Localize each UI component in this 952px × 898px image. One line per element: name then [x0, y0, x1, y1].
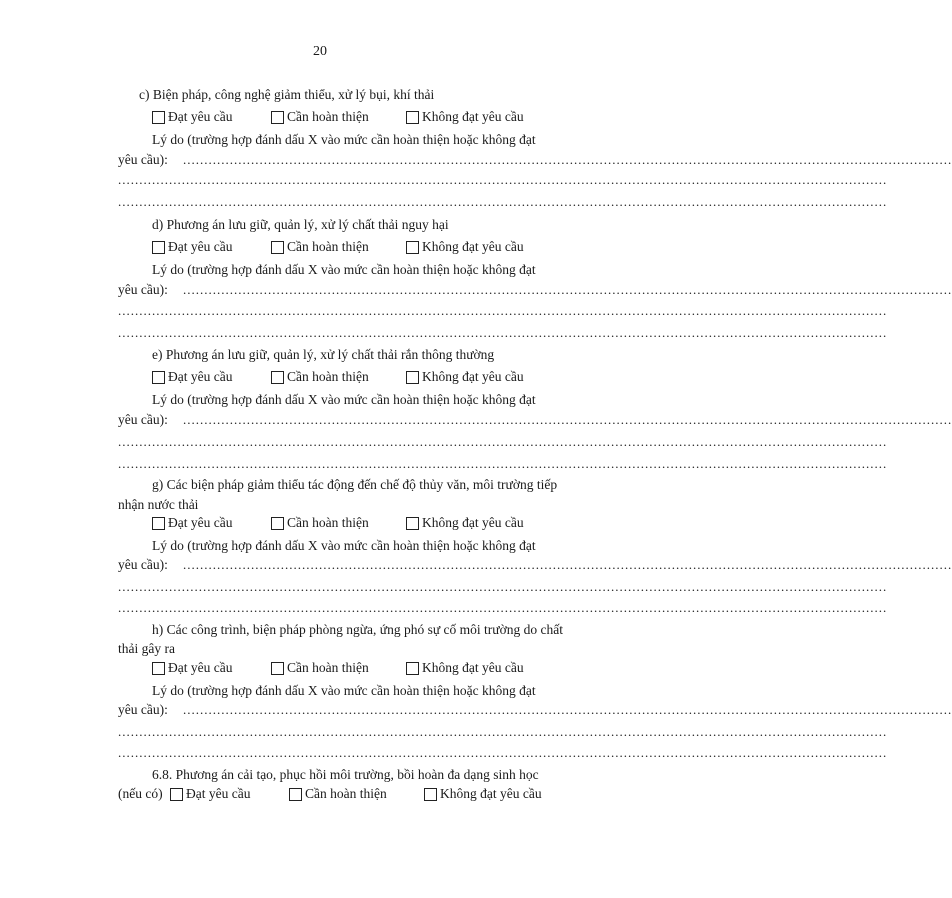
section-e-option-can-hoan-thien[interactable]: Cần hoàn thiện — [271, 368, 369, 386]
section-c-reason-field-3[interactable]: ..................................................................................................................................................................................... — [118, 194, 888, 209]
section-e-reason-field-3[interactable]: ..................................................................................................................................................................................... — [118, 456, 888, 471]
section-g-options — [152, 514, 572, 532]
checkbox-icon[interactable] — [424, 788, 437, 801]
section-h-option-khong-dat[interactable]: Không đạt yêu cầu — [406, 659, 524, 677]
section-6-8-options — [170, 785, 590, 803]
section-d-reason-label: Lý do (trường hợp đánh dấu X vào mức cần hoàn thiện hoặc không đạt — [152, 262, 536, 277]
section-6-8-title: 6.8. Phương án cải tạo, phục hồi môi trường, bồi hoàn đa dạng sinh học — [152, 767, 539, 782]
checkbox-icon[interactable] — [406, 662, 419, 675]
section-d-option-can-hoan-thien[interactable]: Cần hoàn thiện — [271, 238, 369, 256]
section-d-reason-field-2[interactable]: ..................................................................................................................................................................................... — [118, 303, 888, 318]
section-h-reason-field-1[interactable]: ..................................................................................................................................................................................... — [183, 702, 952, 717]
checkbox-icon[interactable] — [406, 111, 419, 124]
section-e-reason-field-1[interactable]: ..................................................................................................................................................................................... — [183, 412, 952, 427]
section-h-reason-field-2[interactable]: ..................................................................................................................................................................................... — [118, 724, 888, 739]
section-g-reason-field-2[interactable]: ..................................................................................................................................................................................... — [118, 579, 888, 594]
section-g-reason-label-2: yêu cầu): — [118, 557, 168, 572]
section-c-option-can-hoan-thien[interactable]: Cần hoàn thiện — [271, 108, 369, 126]
section-c-reason-field-1[interactable]: ..................................................................................................................................................................................... — [183, 152, 952, 167]
section-e-reason-label-2: yêu cầu): — [118, 412, 168, 427]
section-h-options — [152, 659, 572, 677]
checkbox-icon[interactable] — [271, 517, 284, 530]
checkbox-icon[interactable] — [152, 662, 165, 675]
section-6-8-title-2: (nếu có) — [118, 786, 163, 801]
section-c-reason-label: Lý do (trường hợp đánh dấu X vào mức cần hoàn thiện hoặc không đạt — [152, 132, 536, 147]
checkbox-icon[interactable] — [271, 371, 284, 384]
section-h-option-can-hoan-thien[interactable]: Cần hoàn thiện — [271, 659, 369, 677]
section-g-option-can-hoan-thien[interactable]: Cần hoàn thiện — [271, 514, 369, 532]
section-h-reason-label: Lý do (trường hợp đánh dấu X vào mức cần hoàn thiện hoặc không đạt — [152, 683, 536, 698]
section-c-options — [152, 108, 572, 126]
section-g-reason-field-1[interactable]: ..................................................................................................................................................................................... — [183, 557, 952, 572]
section-h-title-2: thải gây ra — [118, 641, 175, 656]
section-d-reason-field-3[interactable]: ..................................................................................................................................................................................... — [118, 325, 888, 340]
section-d-option-dat[interactable]: Đạt yêu cầu — [152, 238, 232, 256]
section-c-option-dat[interactable]: Đạt yêu cầu — [152, 108, 232, 126]
section-d-title: d) Phương án lưu giữ, quản lý, xử lý chất thải nguy hại — [152, 217, 449, 232]
checkbox-icon[interactable] — [271, 111, 284, 124]
checkbox-icon[interactable] — [271, 662, 284, 675]
section-g-option-khong-dat[interactable]: Không đạt yêu cầu — [406, 514, 524, 532]
section-e-title: e) Phương án lưu giữ, quản lý, xử lý chất thải rắn thông thường — [152, 347, 495, 362]
section-d-reason-label-2: yêu cầu): — [118, 282, 168, 297]
checkbox-icon[interactable] — [271, 241, 284, 254]
checkbox-icon[interactable] — [289, 788, 302, 801]
checkbox-icon[interactable] — [152, 241, 165, 254]
section-e-options — [152, 368, 572, 386]
section-h-reason-label-2: yêu cầu): — [118, 702, 168, 717]
section-c-reason-field-2[interactable]: ..................................................................................................................................................................................... — [118, 172, 888, 187]
checkbox-icon[interactable] — [170, 788, 183, 801]
section-c-reason-label-2: yêu cầu): — [118, 152, 168, 167]
section-g-reason-field-3[interactable]: ..................................................................................................................................................................................... — [118, 600, 888, 615]
section-e-reason-field-2[interactable]: ..................................................................................................................................................................................... — [118, 434, 888, 449]
section-g-reason-label: Lý do (trường hợp đánh dấu X vào mức cần hoàn thiện hoặc không đạt — [152, 538, 536, 553]
section-e-option-dat[interactable]: Đạt yêu cầu — [152, 368, 232, 386]
section-c-option-khong-dat[interactable]: Không đạt yêu cầu — [406, 108, 524, 126]
page-number: 20 — [313, 44, 327, 59]
section-6-8-option-can-hoan-thien[interactable]: Cần hoàn thiện — [289, 785, 387, 803]
checkbox-icon[interactable] — [406, 371, 419, 384]
checkbox-icon[interactable] — [152, 111, 165, 124]
section-g-title-2: nhận nước thải — [118, 497, 199, 512]
section-e-option-khong-dat[interactable]: Không đạt yêu cầu — [406, 368, 524, 386]
section-e-reason-label: Lý do (trường hợp đánh dấu X vào mức cần hoàn thiện hoặc không đạt — [152, 392, 536, 407]
section-h-option-dat[interactable]: Đạt yêu cầu — [152, 659, 232, 677]
section-6-8-option-dat[interactable]: Đạt yêu cầu — [170, 785, 250, 803]
section-g-option-dat[interactable]: Đạt yêu cầu — [152, 514, 232, 532]
section-d-reason-field-1[interactable]: ..................................................................................................................................................................................... — [183, 282, 952, 297]
checkbox-icon[interactable] — [406, 241, 419, 254]
section-6-8-option-khong-dat[interactable]: Không đạt yêu cầu — [424, 785, 542, 803]
section-c-title: c) Biện pháp, công nghệ giảm thiểu, xử lý bụi, khí thải — [139, 87, 435, 102]
section-h-title: h) Các công trình, biện pháp phòng ngừa, ứng phó sự cố môi trường do chất — [152, 622, 563, 637]
checkbox-icon[interactable] — [152, 371, 165, 384]
section-d-options — [152, 238, 572, 256]
checkbox-icon[interactable] — [406, 517, 419, 530]
section-h-reason-field-3[interactable]: ..................................................................................................................................................................................... — [118, 745, 888, 760]
section-d-option-khong-dat[interactable]: Không đạt yêu cầu — [406, 238, 524, 256]
section-g-title: g) Các biện pháp giảm thiểu tác động đến chế độ thủy văn, môi trường tiếp — [152, 477, 558, 492]
checkbox-icon[interactable] — [152, 517, 165, 530]
